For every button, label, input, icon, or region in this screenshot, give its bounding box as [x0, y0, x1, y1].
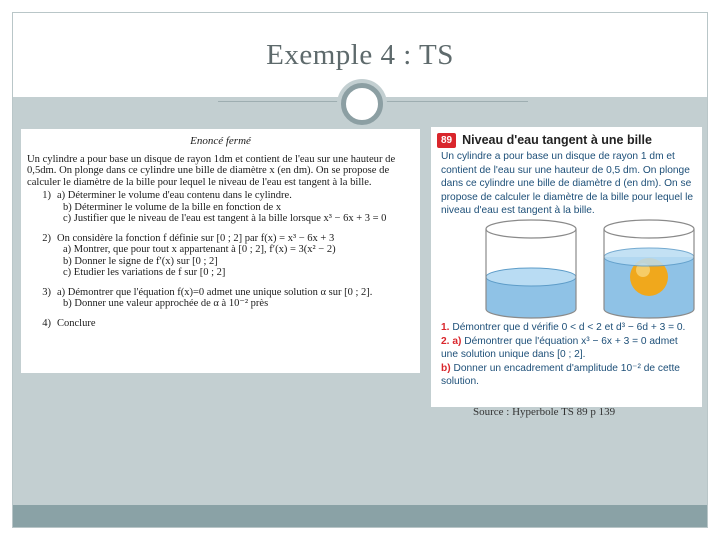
decorative-ring-icon [341, 83, 383, 125]
slide-title: Exemple 4 : TS [266, 39, 454, 71]
question-2c: c) Etudier les variations de f sur [0 ; 2] [63, 267, 226, 278]
cylinders-figure [431, 217, 702, 321]
bottom-bar [13, 505, 707, 527]
sub-question-label: b) [441, 362, 451, 374]
question-number: 1. [441, 322, 450, 334]
title-rule-left [218, 101, 338, 102]
exercise-question-2b [431, 362, 702, 389]
cylinders-illustration [431, 217, 702, 321]
exercise-number-badge: 89 [437, 133, 456, 148]
question-2a-text: Démontrer que l'équation x³ − 6x + 3 = 0 admet une solution unique dans [0 ; 2]. [441, 335, 678, 361]
question-number: 2) [42, 232, 51, 244]
closed-statement-heading: Enoncé fermé [190, 135, 251, 147]
cylinder-without-ball [486, 220, 576, 318]
question-1-text: Démontrer que d vérifie 0 < d < 2 et d³ − 6d + 3 = 0. [452, 322, 686, 334]
question-4-text: Conclure [57, 317, 96, 329]
cylinder-with-ball [604, 220, 694, 318]
question-number: 4) [42, 317, 51, 329]
question-1a: a) Déterminer le volume d'eau contenu dans le cylindre. [57, 190, 292, 201]
textbook-exercise-panel [431, 127, 702, 407]
sub-question-label: a) [452, 335, 462, 347]
question-number: 3) [42, 286, 51, 298]
question-1c: c) Justifier que le niveau de l'eau est tangent à la bille lorsque x³ − 6x + 3 = 0 [63, 213, 387, 224]
exercise-question-2a [431, 335, 702, 362]
exercise-header [437, 133, 702, 148]
question-4 [21, 318, 420, 330]
closed-statement-intro: Un cylindre a pour base un disque de rayon 1dm et contient de l'eau sur une hauteur de 0,5dm. On plonge dans ce cylindre une bille de diamètre x (en dm). On se propose de calculer le diamètre de la bille pour lequel le niveau de l'eau est tangent à la bille. [27, 153, 396, 188]
exercise-question-1 [431, 321, 702, 334]
question-2b: b) Donner le signe de f′(x) sur [0 ; 2] [63, 255, 218, 267]
question-3a: a) Démontrer que l'équation f(x)=0 admet une unique solution α sur [0 ; 2]. [57, 286, 373, 298]
exercise-title: Niveau d'eau tangent à une bille [462, 133, 652, 147]
question-number: 1) [42, 190, 51, 201]
slide [12, 12, 708, 528]
question-2-text: On considère la fonction f définie sur [0 ; 2] par f(x) = x³ − 6x + 3 [57, 232, 335, 244]
question-1b: b) Déterminer le volume de la bille en fonction de x [63, 201, 282, 213]
closed-statement-panel [21, 129, 420, 373]
exercise-statement: Un cylindre a pour base un disque de rayon 1 dm et contient de l'eau sur une hauteur de 0,5 dm. On plonge dans ce cylindre une bille de diamètre d (en dm). On se propose de calculer le diamètre de la bille pour lequel le niveau d'eau est tangent à la bille. [441, 151, 694, 217]
question-1 [21, 190, 420, 202]
question-number: 2. [441, 335, 450, 347]
question-2 [21, 233, 420, 245]
question-2a: a) Montrer, que pour tout x appartenant à [0 ; 2], f′(x) = 3(x² − 2) [63, 244, 336, 255]
question-2b-text: Donner un encadrement d'amplitude 10⁻² de cette solution. [441, 362, 680, 388]
title-rule-right [383, 101, 528, 102]
question-3b: b) Donner une valeur approchée de α à 10⁻² près [63, 298, 269, 309]
source-caption: Source : Hyperbole TS 89 p 139 [473, 406, 616, 418]
question-3 [21, 287, 420, 299]
